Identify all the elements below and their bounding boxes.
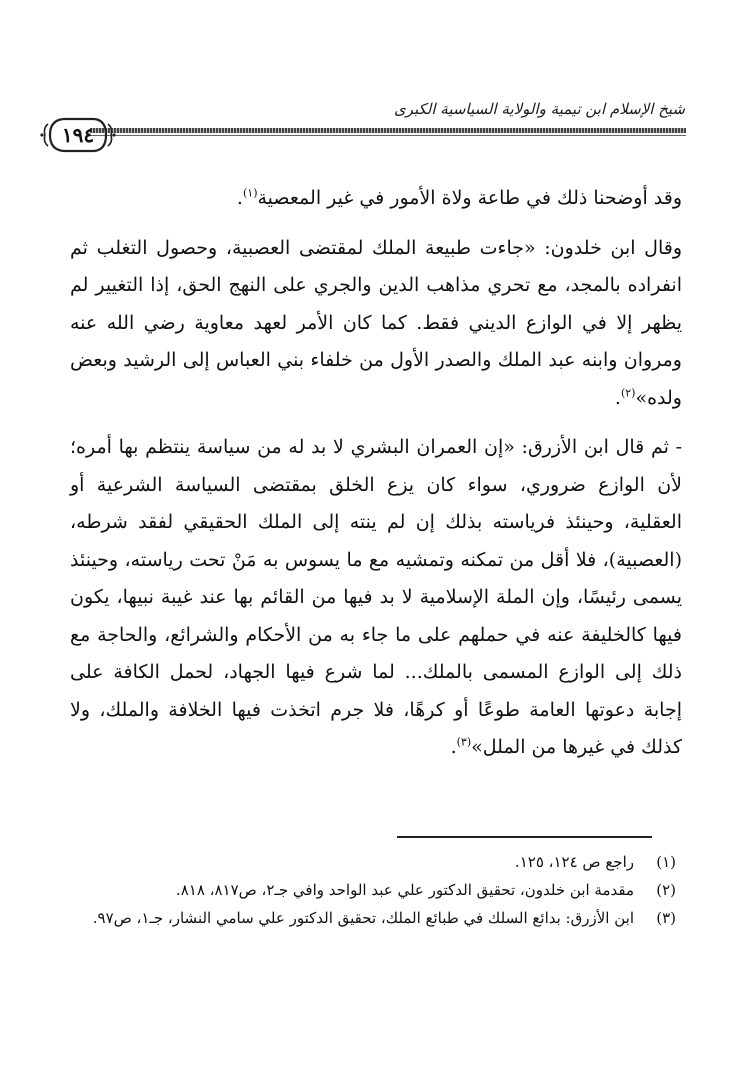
paragraph-2-text: وقال ابن خلدون: «جاءت طبيعة الملك لمقتضى العصبية، وحصول التغلب ثم انفراده بالمجد، مع تحري مذاهب الدين والجري على النهج الحق، إذا التغيير لم يظهر إلا في الوازع الديني فقط. كما كان الأمر لعهد معاوية رضي الله عنه ومروان وابنه عبد الملك والصدر الأول من خلفاء بني العباس إلى الرشيد وبعض ولده» — [70, 236, 682, 409]
footnote-item — [66, 904, 676, 932]
page-number-ornament — [40, 114, 116, 156]
running-header-title: شيخ الإسلام ابن تيمية والولاية السياسية الكبرى — [393, 100, 685, 118]
page-number: ١٩٤ — [61, 123, 95, 147]
paragraph-3-end: . — [450, 736, 457, 758]
footnote-ref-2[interactable]: (٢) — [620, 386, 636, 400]
paragraph-1 — [70, 180, 682, 218]
paragraph-2 — [70, 230, 682, 418]
footnote-item — [66, 876, 676, 904]
footnote-item — [66, 848, 676, 876]
paragraph-1-end: . — [236, 187, 243, 209]
footnote-text: راجع ص ١٢٤، ١٢٥. — [514, 853, 634, 871]
paragraph-2-end: . — [614, 386, 621, 409]
main-text — [70, 180, 682, 767]
paragraph-3-text: - ثم قال ابن الأزرق: «إن العمران البشري لا بد له من سياسة ينتظم بها أمره؛ لأن الوازع ضروري، سواء كان يزع الخلق بمقتضى السياسة الشرعية أو العقلية، وحينئذ فرياسته بذلك إن لم ينته إلى الملك الحقيقي لفقد شرطه، (العصبية)، فلا أقل من تمكنه وتمشيه مع ما يسوس به مَنْ تحت رياسته، وحينئذ يسمى رئيسًا، وإن الملة الإسلامية لا بد فيها من القائم بها عند غيبة نبيها، يكون فيها كالخليفة عنه في حملهم على ما جاء به من الأحكام والشرائع، والحاجة مع ذلك إلى الوازع المسمى بالملك... لما شرع فيها الجهاد، لحمل الكافة على إجابة دعوتها العامة طوعًا أو كرهًا، فلا جرم اتخذت فيها الخلافة والملك، ولا كذلك في غيرها من الملل» — [70, 436, 682, 758]
footnote-separator — [397, 836, 652, 838]
footnote-number: (٣) — [656, 909, 676, 927]
footnote-text: ابن الأزرق: بدائع السلك في طبائع الملك، تحقيق الدكتور علي سامي النشار، جـ١، ص٩٧. — [92, 909, 634, 927]
paragraph-3 — [70, 429, 682, 767]
footnote-text: مقدمة ابن خلدون، تحقيق الدكتور علي عبد الواحد وافي جـ٢، ص٨١٧، ٨١٨. — [175, 881, 634, 899]
paragraph-1-text: وقد أوضحنا ذلك في طاعة ولاة الأمور في غير المعصية — [257, 187, 682, 209]
footnotes — [66, 848, 676, 932]
header-rule-thin — [90, 135, 686, 136]
footnote-number: (٢) — [656, 881, 676, 899]
footnote-number: (١) — [656, 853, 676, 871]
footnote-ref-3[interactable]: (٣) — [456, 735, 472, 749]
header-rule — [90, 128, 686, 133]
footnote-ref-1[interactable]: (١) — [242, 186, 258, 200]
